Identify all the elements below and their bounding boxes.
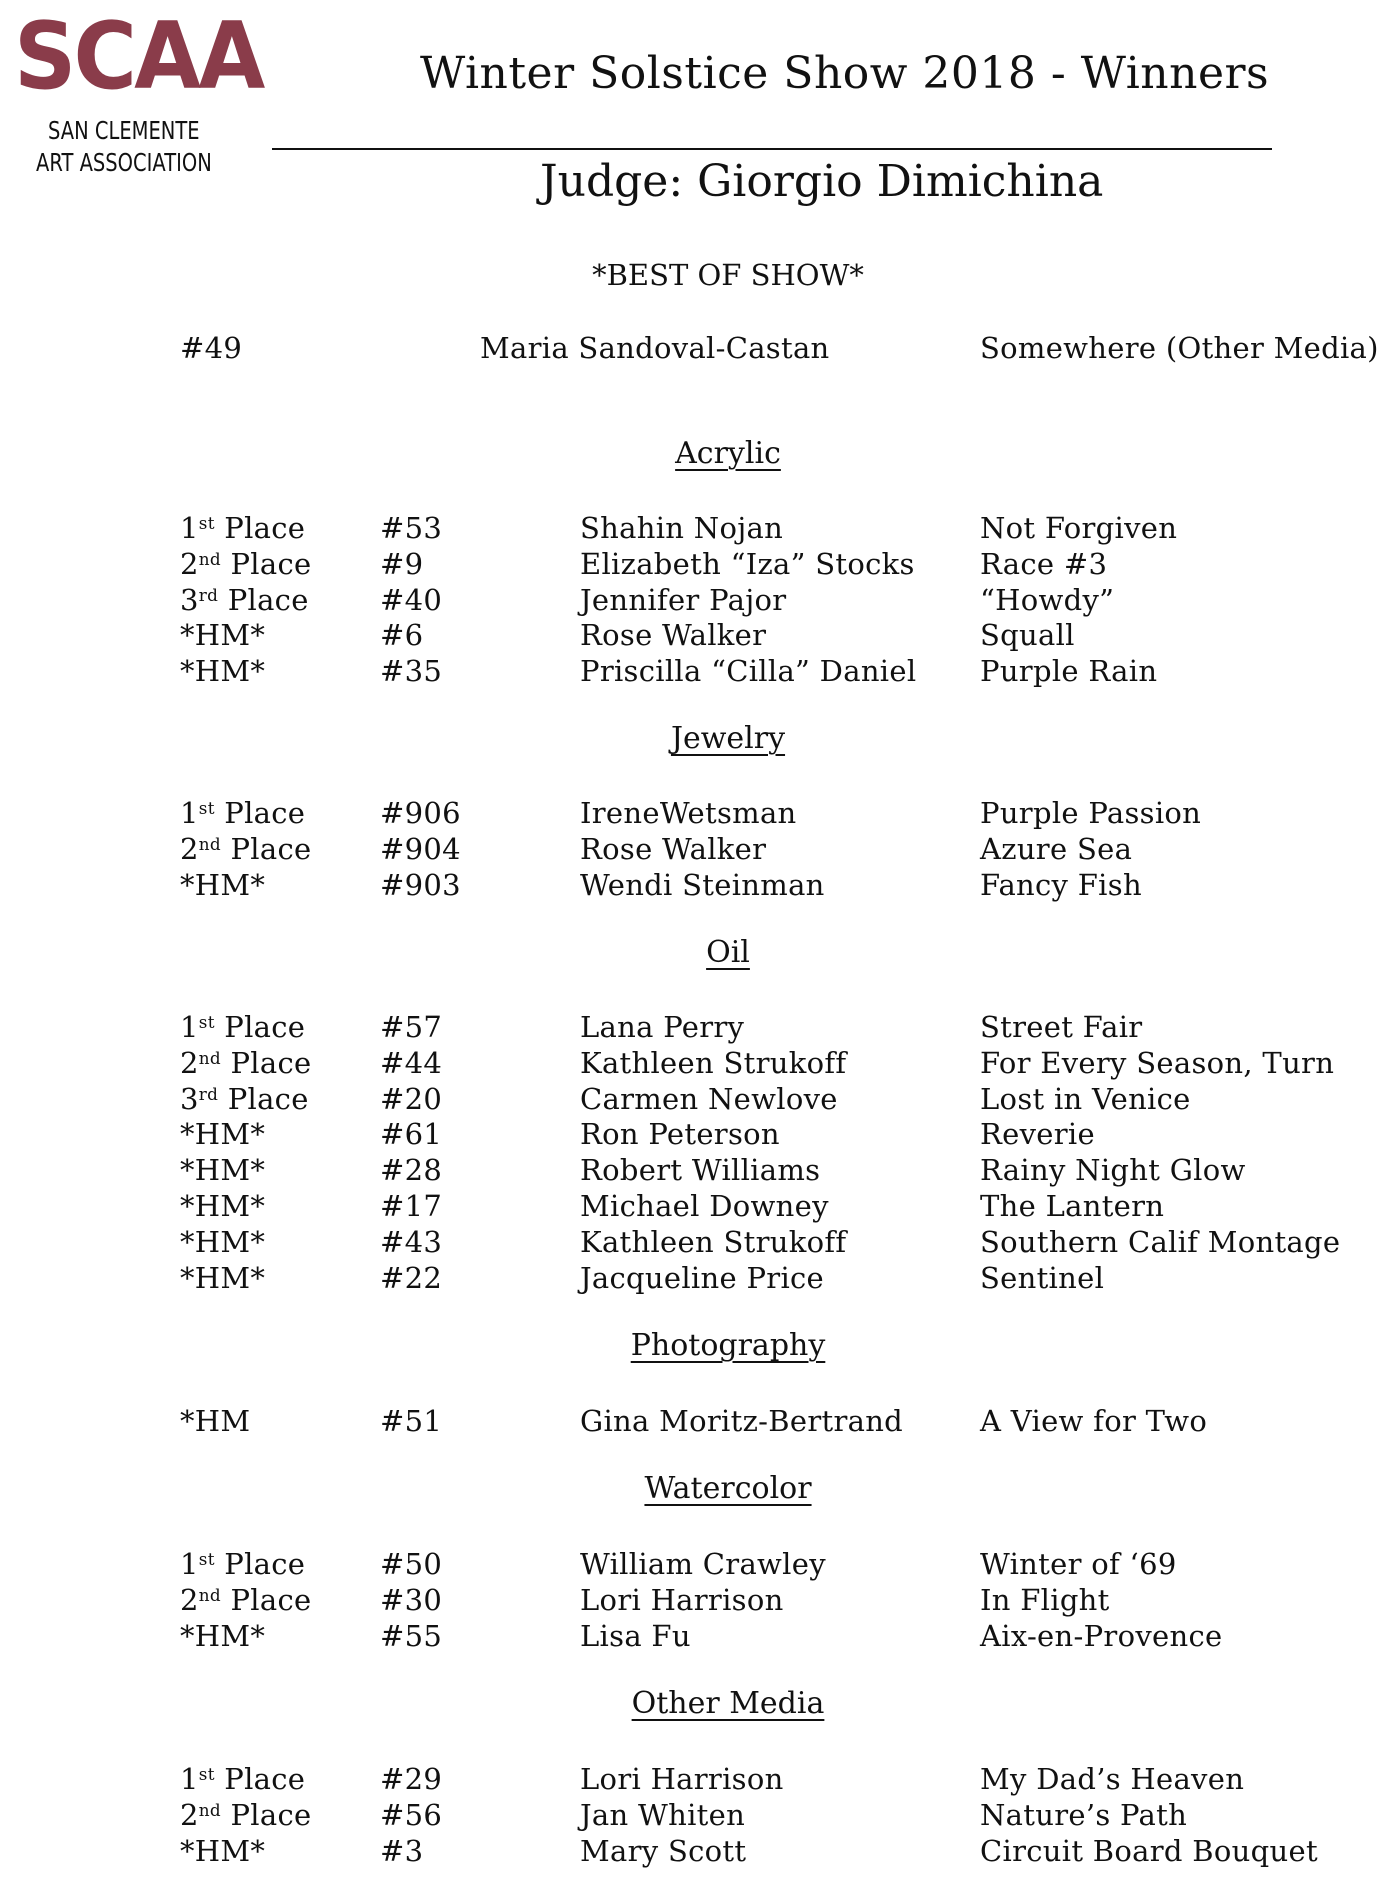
award-row — [0, 1833, 1394, 1869]
artist-name: Gina Moritz-Bertrand — [580, 1404, 904, 1438]
artwork-title: Circuit Board Bouquet — [980, 1833, 1318, 1868]
entry-number: #30 — [380, 1582, 443, 1617]
entry-number: #61 — [380, 1117, 443, 1152]
artwork-title: Azure Sea — [980, 831, 1133, 866]
artwork-title: Reverie — [980, 1117, 1095, 1152]
best-of-show-row — [0, 330, 1394, 366]
artist-name: Maria Sandoval-Castan — [480, 331, 830, 365]
award-row — [0, 1260, 1394, 1296]
artist-name: IreneWetsman — [580, 796, 797, 830]
artist-name: William Crawley — [580, 1547, 826, 1581]
place-label: *HM* — [180, 618, 266, 653]
artwork-title: Not Forgiven — [980, 511, 1178, 545]
place-label: *HM* — [180, 1224, 266, 1259]
award-row — [0, 867, 1394, 903]
entry-number: #49 — [180, 331, 243, 365]
place-label: 2nd Place — [180, 831, 312, 866]
award-row — [0, 1009, 1394, 1045]
award-row — [0, 1582, 1394, 1618]
artist-name: Lori Harrison — [580, 1582, 784, 1617]
artist-name: Kathleen Strukoff — [580, 1045, 847, 1080]
award-row — [0, 1152, 1394, 1188]
place-label: 2nd Place — [180, 1045, 312, 1080]
award-row — [0, 582, 1394, 618]
artist-name: Michael Downey — [580, 1189, 829, 1223]
logo-line-art-association: ART ASSOCIATION — [36, 148, 212, 177]
place-label: *HM* — [180, 1260, 266, 1295]
best-of-show-heading: *BEST OF SHOW* — [592, 258, 864, 292]
artist-name: Lisa Fu — [580, 1618, 691, 1653]
award-row — [0, 1045, 1394, 1081]
artist-name: Lana Perry — [580, 1010, 745, 1044]
artist-name: Carmen Newlove — [580, 1081, 838, 1116]
entry-number: #43 — [380, 1224, 443, 1259]
place-label: 3rd Place — [180, 582, 309, 617]
entry-number: #35 — [380, 654, 443, 689]
artist-name: Shahin Nojan — [580, 511, 784, 545]
award-row — [0, 831, 1394, 867]
logo-line-san-clemente: SAN CLEMENTE — [48, 116, 200, 145]
place-label: 1st Place — [180, 1010, 306, 1044]
artwork-title: Rainy Night Glow — [980, 1153, 1246, 1188]
entry-number: #22 — [380, 1260, 443, 1295]
artwork-title: For Every Season, Turn — [980, 1045, 1335, 1080]
award-row — [0, 1081, 1394, 1117]
award-row — [0, 1797, 1394, 1833]
award-row — [0, 795, 1394, 831]
award-row — [0, 653, 1394, 689]
artwork-title: Aix-en-Provence — [980, 1618, 1223, 1653]
place-label: *HM* — [180, 1117, 266, 1152]
place-label: *HM — [180, 1404, 251, 1438]
entry-number: #20 — [380, 1081, 443, 1116]
entry-number: #51 — [380, 1404, 443, 1438]
award-row — [0, 1761, 1394, 1797]
entry-number: #17 — [380, 1189, 443, 1223]
artwork-title: Fancy Fish — [980, 867, 1142, 902]
artist-name: Rose Walker — [580, 618, 767, 653]
section-heading-other-media: Other Media — [631, 1686, 825, 1721]
place-label: *HM* — [180, 1833, 266, 1868]
entry-number: #44 — [380, 1045, 443, 1080]
award-row — [0, 1403, 1394, 1439]
entry-number: #40 — [380, 582, 443, 617]
artwork-title: Sentinel — [980, 1260, 1105, 1295]
section-heading-watercolor: Watercolor — [644, 1471, 812, 1506]
award-row — [0, 617, 1394, 653]
artist-name: Jacqueline Price — [580, 1260, 825, 1295]
entry-number: #50 — [380, 1547, 443, 1581]
award-row — [0, 510, 1394, 546]
artist-name: Rose Walker — [580, 831, 767, 866]
artwork-title: Somewhere (Other Media) — [980, 331, 1379, 365]
entry-number: #53 — [380, 511, 443, 545]
artist-name: Jennifer Pajor — [580, 582, 787, 617]
judge-line: Judge: Giorgio Dimichina — [540, 156, 1104, 207]
entry-number: #3 — [380, 1833, 424, 1868]
place-label: 1st Place — [180, 1762, 306, 1796]
place-label: 2nd Place — [180, 1582, 312, 1617]
artwork-title: My Dad’s Heaven — [980, 1762, 1245, 1796]
place-label: *HM* — [180, 1189, 266, 1223]
artwork-title: Street Fair — [980, 1010, 1143, 1044]
place-label: 2nd Place — [180, 1797, 312, 1832]
place-label: 1st Place — [180, 1547, 306, 1581]
place-label: 1st Place — [180, 796, 306, 830]
entry-number: #56 — [380, 1797, 443, 1832]
artwork-title: Winter of ‘69 — [980, 1547, 1177, 1581]
place-label: 2nd Place — [180, 546, 312, 581]
artwork-title: A View for Two — [980, 1404, 1208, 1438]
artist-name: Mary Scott — [580, 1833, 747, 1868]
artist-name: Jan Whiten — [580, 1797, 746, 1832]
entry-number: #6 — [380, 618, 424, 653]
award-row — [0, 1188, 1394, 1224]
artwork-title: Squall — [980, 618, 1075, 653]
artwork-title: In Flight — [980, 1582, 1110, 1617]
entry-number: #55 — [380, 1618, 443, 1653]
artwork-title: Purple Passion — [980, 796, 1202, 830]
award-row — [0, 546, 1394, 582]
entry-number: #906 — [380, 796, 461, 830]
place-label: *HM* — [180, 867, 266, 902]
scaa-logo — [14, 2, 263, 177]
place-label: 3rd Place — [180, 1081, 309, 1116]
artwork-title: The Lantern — [980, 1189, 1165, 1223]
artwork-title: Race #3 — [980, 546, 1108, 581]
place-label: *HM* — [180, 654, 266, 689]
artist-name: Wendi Steinman — [580, 867, 825, 902]
section-heading-oil: Oil — [706, 935, 750, 970]
artwork-title: Nature’s Path — [980, 1797, 1188, 1832]
entry-number: #9 — [380, 546, 424, 581]
page-title: Winter Solstice Show 2018 - Winners — [420, 48, 1270, 99]
artist-name: Kathleen Strukoff — [580, 1224, 847, 1259]
place-label: *HM* — [180, 1618, 266, 1653]
artwork-title: “Howdy” — [980, 582, 1115, 617]
artist-name: Elizabeth “Iza” Stocks — [580, 546, 915, 581]
title-divider — [272, 148, 1272, 150]
section-heading-jewelry: Jewelry — [670, 721, 786, 756]
entry-number: #904 — [380, 831, 461, 866]
entry-number: #903 — [380, 867, 461, 902]
section-heading-acrylic: Acrylic — [675, 436, 781, 471]
entry-number: #57 — [380, 1010, 443, 1044]
entry-number: #28 — [380, 1153, 443, 1188]
artist-name: Lori Harrison — [580, 1762, 784, 1796]
artwork-title: Lost in Venice — [980, 1081, 1191, 1116]
award-row — [0, 1224, 1394, 1260]
place-label: *HM* — [180, 1153, 266, 1188]
section-heading-photography: Photography — [630, 1328, 826, 1363]
artist-name: Priscilla “Cilla” Daniel — [580, 654, 917, 689]
artist-name: Ron Peterson — [580, 1117, 780, 1152]
entry-number: #29 — [380, 1762, 443, 1796]
award-row — [0, 1546, 1394, 1582]
place-label: 1st Place — [180, 511, 306, 545]
award-row — [0, 1116, 1394, 1152]
award-row — [0, 1618, 1394, 1654]
artwork-title: Purple Rain — [980, 654, 1158, 689]
artwork-title: Southern Calif Montage — [980, 1224, 1341, 1259]
artist-name: Robert Williams — [580, 1153, 821, 1188]
logo-mark: SCAA — [14, 2, 263, 110]
